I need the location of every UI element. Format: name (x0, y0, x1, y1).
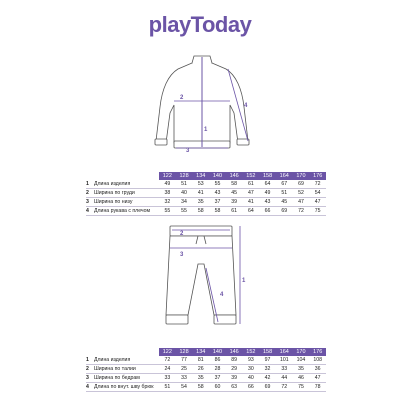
table-cell: 77 (181, 357, 187, 363)
row-number: 3 (86, 375, 89, 381)
table-row (86, 189, 326, 198)
size-label: 164 (279, 173, 289, 179)
table-cell: 58 (214, 208, 221, 214)
table-cell: 33 (164, 375, 171, 381)
size-label: 128 (179, 173, 189, 179)
row-number: 1 (86, 357, 89, 363)
table-cell: 39 (231, 375, 238, 381)
row-label: Ширина по низу (94, 199, 133, 205)
table-cell: 58 (231, 181, 238, 187)
size-label: 140 (212, 349, 223, 355)
row-number: 2 (86, 190, 89, 196)
table-cell: 72 (314, 181, 321, 187)
table-cell: 55 (214, 181, 221, 187)
table-cell: 72 (281, 384, 288, 390)
table-row (86, 180, 326, 189)
table-cell: 78 (314, 384, 321, 390)
size-label: 146 (229, 349, 239, 355)
table-cell: 30 (247, 366, 254, 372)
row-label: Ширина по талии (94, 366, 136, 372)
table-cell: 41 (197, 190, 204, 196)
table-row (86, 356, 326, 365)
table-cell: 55 (164, 208, 171, 214)
row-number: 2 (86, 366, 89, 372)
table-cell: 47 (314, 199, 321, 205)
table-cell: 45 (281, 199, 288, 205)
table-cell: 61 (231, 208, 238, 214)
table-cell: 75 (298, 384, 304, 390)
size-label: 176 (313, 173, 323, 179)
table-row (86, 365, 326, 374)
pants-marker-1: 1 (242, 278, 246, 284)
table-cell: 72 (298, 208, 304, 214)
table-cell: 38 (164, 190, 171, 196)
jacket-marker-2: 2 (180, 95, 184, 101)
table-cell: 89 (231, 357, 238, 363)
size-label: 170 (296, 349, 306, 355)
table-cell: 32 (264, 366, 271, 372)
row-label: Длина по внут. шву брюк (94, 384, 154, 390)
table-cell: 40 (247, 375, 254, 381)
table-cell: 69 (281, 208, 288, 214)
table-cell: 29 (231, 366, 238, 372)
table-cell: 58 (197, 208, 204, 214)
size-label: 158 (262, 349, 273, 355)
table-cell: 69 (264, 384, 271, 390)
pants-size-header (86, 348, 326, 356)
table-cell: 104 (296, 357, 306, 363)
table-cell: 33 (281, 366, 288, 372)
row-label: Ширина по груди (94, 190, 135, 196)
jacket-marker-1: 1 (204, 127, 208, 133)
table-cell: 24 (164, 366, 171, 372)
table-row (86, 207, 326, 216)
table-cell: 46 (298, 375, 304, 381)
jacket-size-table (86, 172, 326, 216)
table-cell: 35 (197, 375, 204, 381)
table-cell: 52 (298, 190, 304, 196)
jacket-illustration (140, 55, 265, 155)
table-cell: 108 (313, 357, 322, 363)
row-label: Длина рукава с плечом (94, 208, 151, 214)
pants-marker-3: 3 (180, 252, 184, 258)
table-cell: 35 (298, 366, 304, 372)
table-cell: 36 (314, 366, 321, 372)
size-label: 164 (279, 349, 289, 355)
table-cell: 34 (181, 199, 187, 205)
size-label: 128 (179, 349, 189, 355)
size-label: 152 (246, 349, 256, 355)
size-label: 170 (296, 173, 306, 179)
table-cell: 49 (164, 181, 171, 187)
pants-illustration (160, 220, 250, 338)
row-label: Длина изделия (94, 181, 131, 187)
table-cell: 26 (197, 366, 204, 372)
table-cell: 101 (279, 357, 289, 363)
table-cell: 25 (181, 366, 187, 372)
pants-size-table (86, 348, 326, 392)
table-cell: 35 (197, 199, 204, 205)
size-label: 122 (162, 173, 172, 179)
table-cell: 81 (197, 357, 204, 363)
row-label: Ширина по бедрам (94, 375, 140, 381)
table-cell: 67 (281, 181, 288, 187)
table-cell: 93 (247, 357, 254, 363)
table-cell: 60 (214, 384, 221, 390)
table-cell: 53 (197, 181, 204, 187)
table-cell: 41 (247, 199, 254, 205)
jacket-size-header (86, 172, 326, 180)
pants-marker-2: 2 (180, 231, 184, 237)
table-cell: 33 (181, 375, 187, 381)
table-cell: 64 (247, 208, 254, 214)
table-row (86, 374, 326, 383)
table-cell: 51 (164, 384, 171, 390)
table-cell: 40 (181, 190, 187, 196)
table-cell: 51 (181, 181, 187, 187)
table-cell: 66 (247, 384, 254, 390)
table-cell: 47 (314, 375, 321, 381)
table-cell: 49 (264, 190, 271, 196)
size-label: 134 (196, 173, 206, 179)
table-cell: 28 (214, 366, 221, 372)
row-number: 4 (86, 208, 89, 214)
size-label: 152 (246, 173, 256, 179)
table-cell: 47 (298, 199, 304, 205)
table-cell: 72 (164, 357, 171, 363)
table-cell: 39 (231, 199, 238, 205)
row-number: 4 (86, 384, 89, 390)
size-label: 134 (196, 349, 206, 355)
table-cell: 37 (214, 375, 221, 381)
row-label: Длина изделия (94, 357, 131, 363)
table-cell: 54 (181, 384, 187, 390)
table-cell: 43 (264, 199, 271, 205)
table-cell: 51 (281, 190, 288, 196)
table-cell: 55 (181, 208, 187, 214)
table-cell: 45 (231, 190, 238, 196)
size-label: 158 (262, 173, 273, 179)
table-cell: 86 (214, 357, 221, 363)
table-cell: 69 (298, 181, 304, 187)
table-cell: 42 (264, 375, 271, 381)
table-cell: 64 (264, 181, 271, 187)
jacket-marker-4: 4 (244, 103, 248, 109)
size-label: 140 (212, 173, 223, 179)
row-number: 3 (86, 199, 89, 205)
table-row (86, 198, 326, 207)
table-cell: 66 (264, 208, 271, 214)
table-cell: 58 (197, 384, 204, 390)
table-cell: 61 (247, 181, 254, 187)
table-cell: 37 (214, 199, 221, 205)
table-cell: 44 (281, 375, 288, 381)
table-cell: 97 (264, 357, 271, 363)
table-cell: 75 (314, 208, 321, 214)
table-cell: 43 (214, 190, 221, 196)
jacket-marker-3: 3 (186, 148, 190, 154)
table-cell: 63 (231, 384, 238, 390)
table-row (86, 383, 326, 392)
table-cell: 32 (164, 199, 171, 205)
size-label: 176 (313, 349, 323, 355)
row-number: 1 (86, 181, 89, 187)
size-label: 122 (162, 349, 172, 355)
brand-logo: playToday (148, 12, 252, 37)
table-cell: 54 (314, 190, 321, 196)
size-label: 146 (229, 173, 239, 179)
table-cell: 47 (247, 190, 254, 196)
pants-marker-4: 4 (220, 292, 224, 298)
